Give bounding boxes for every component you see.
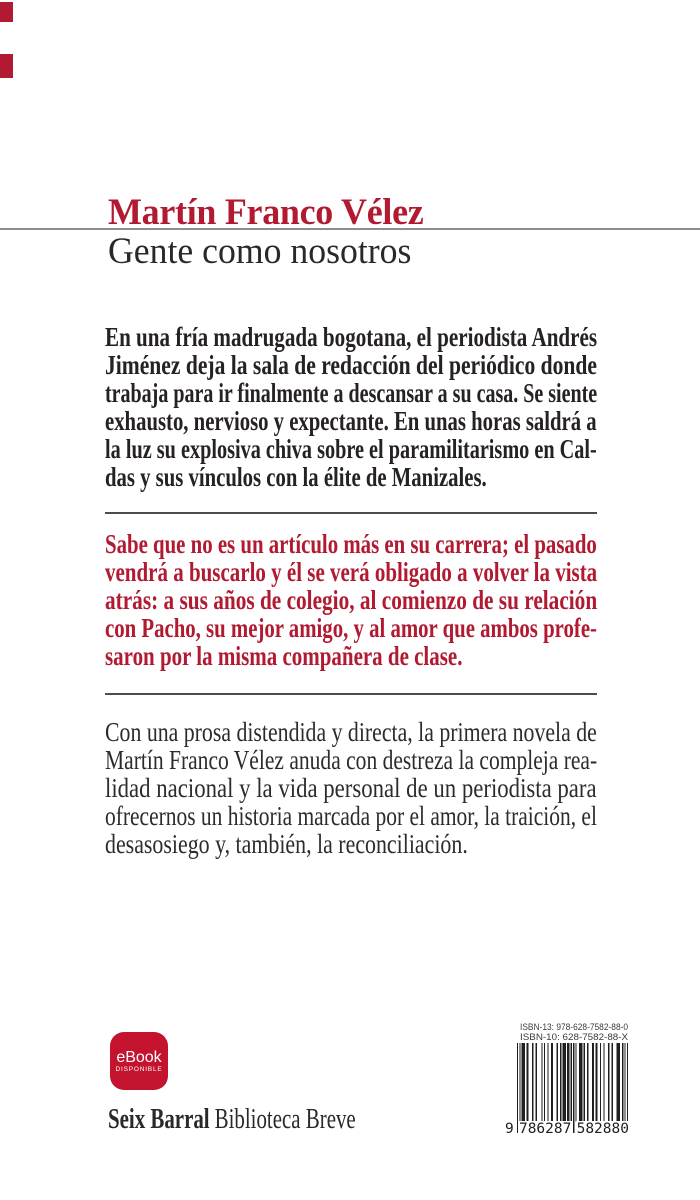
synopsis-line: saron por la misma compañera de clase. bbox=[105, 641, 463, 671]
synopsis-line: trabaja para ir finalmente a descansar a su casa. Se siente bbox=[105, 378, 598, 408]
synopsis-line: Con una prosa distendida y directa, la primera novela de bbox=[105, 717, 597, 747]
collection-name: Biblioteca Breve bbox=[214, 1103, 356, 1135]
book-title: Gente como nosotros bbox=[108, 231, 412, 272]
synopsis-paragraph-2-red bbox=[105, 530, 700, 670]
isbn10-label: ISBN-10: 628-7582-88-X bbox=[520, 1032, 629, 1042]
synopsis-line: En una fría madrugada bogotana, el periodista Andrés bbox=[105, 322, 598, 352]
barcode-digit-group: 9 bbox=[505, 1121, 514, 1137]
ean13-barcode bbox=[517, 1043, 628, 1133]
synopsis-line: desasosiego y, también, la reconciliación. bbox=[105, 829, 468, 859]
publisher-imprint bbox=[108, 1103, 356, 1135]
author-name: Martín Franco Vélez bbox=[108, 192, 424, 233]
publisher-name: Seix Barral bbox=[108, 1103, 210, 1135]
synopsis-line: Martín Franco Vélez anuda con destreza la compleja rea- bbox=[105, 745, 598, 775]
ebook-badge-subtitle: DISPONIBLE bbox=[115, 1065, 163, 1073]
synopsis-line: Sabe que no es un artículo más en su carrera; el pasado bbox=[105, 529, 597, 559]
ebook-available-badge bbox=[110, 1032, 168, 1090]
synopsis-line: lidad nacional y la vida personal de un periodista para bbox=[105, 773, 597, 803]
synopsis-line: ofrecernos un historia marcada por el amor, la traición, el bbox=[105, 801, 597, 831]
synopsis-paragraph-1 bbox=[105, 323, 700, 491]
isbn-block bbox=[520, 1022, 636, 1042]
divider-rule-2 bbox=[105, 693, 597, 695]
divider-rule-1 bbox=[105, 512, 597, 514]
synopsis-line: atrás: a sus años de colegio, al comienzo de su relación bbox=[105, 585, 598, 615]
synopsis-paragraph-3 bbox=[105, 718, 700, 858]
synopsis-line: vendrá a buscarlo y él se verá obligado a volver la vista bbox=[105, 557, 598, 587]
synopsis-line: con Pacho, su mejor amigo, y al amor que ambos profe- bbox=[105, 613, 597, 643]
barcode-digit-group: 582880 bbox=[576, 1121, 629, 1137]
synopsis-line: Jiménez deja la sala de redacción del periódico donde bbox=[105, 350, 597, 380]
isbn13-label: ISBN-13: 978-628-7582-88-0 bbox=[520, 1022, 629, 1032]
ebook-badge-title: eBook bbox=[116, 1048, 162, 1066]
ean13-digits bbox=[504, 1121, 630, 1137]
red-bleed-mark-bottom bbox=[0, 54, 13, 78]
synopsis-line: la luz su explosiva chiva sobre el paramilitarismo en Cal- bbox=[105, 434, 597, 464]
synopsis-line: das y sus vínculos con la élite de Manizales. bbox=[105, 462, 487, 492]
synopsis-line: exhausto, nervioso y expectante. En unas horas saldrá a bbox=[105, 406, 597, 436]
red-bleed-mark-top bbox=[0, 2, 13, 22]
barcode-digit-group: 786287 bbox=[518, 1121, 572, 1137]
